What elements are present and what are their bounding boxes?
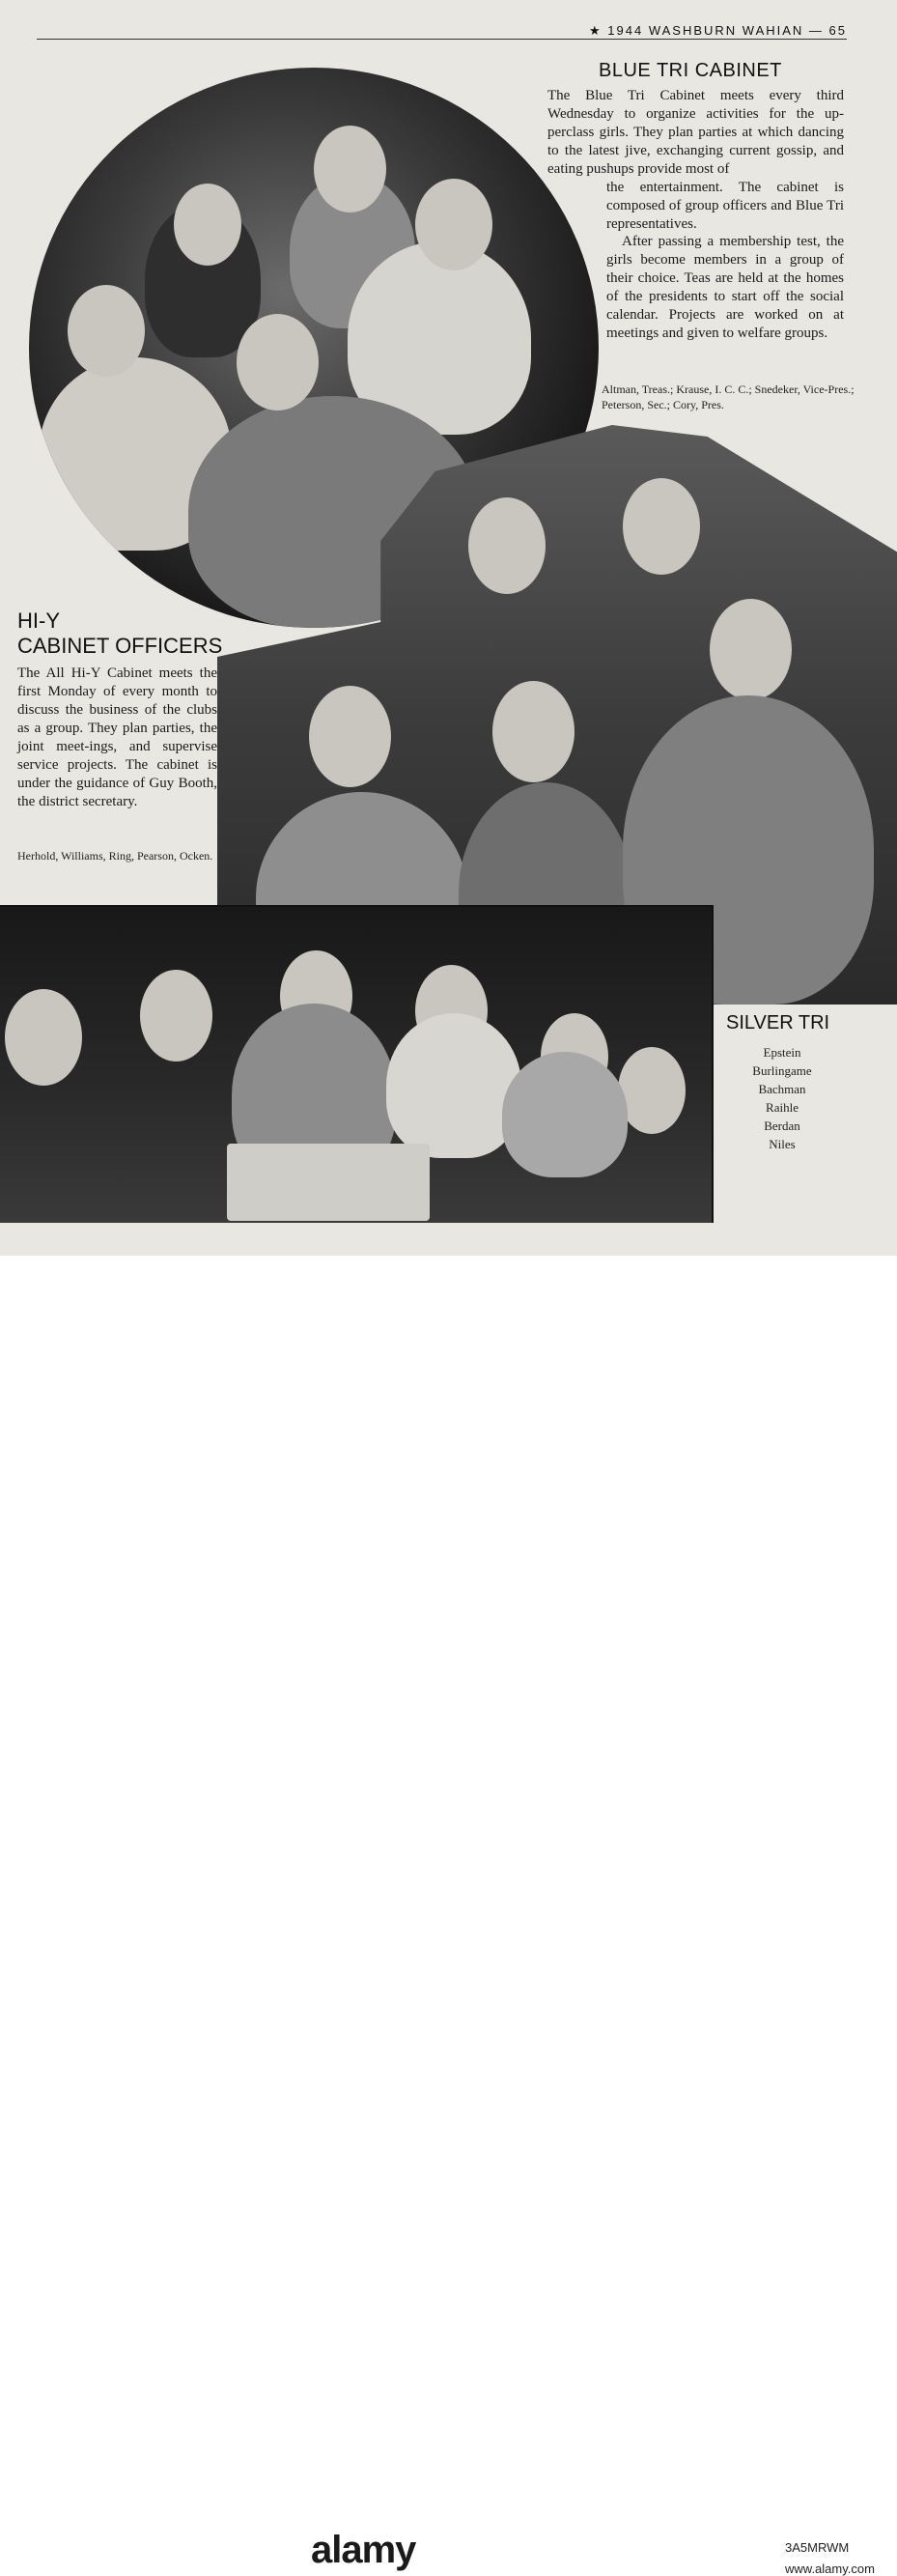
girl-face	[492, 681, 575, 782]
blue-tri-caption: Altman, Treas.; Krause, I. C. C.; Snedeker, Vice-Pres.; Peterson, Sec.; Cory, Pres.	[602, 382, 855, 411]
girl-face	[140, 970, 212, 1062]
boy-face	[237, 314, 319, 410]
silver-tri-names	[729, 1043, 835, 1153]
silver-tri-title: SILVER TRI	[726, 1012, 830, 1033]
silver-tri-name: Bachman	[758, 1082, 806, 1096]
yearbook-page	[0, 0, 897, 1256]
hi-y-body: The All Hi-Y Cabinet meets the first Monday of every month to discuss the business of the clubs as a group. They plan parties, the joint meet-ings, and supervise service projects. The cabinet is under the guidance of Guy Booth, the district secretary.	[17, 665, 217, 809]
silver-tri-photo	[0, 905, 714, 1223]
blue-tri-paragraph-1-continued: the entertainment. The cabinet is composed of group officers and Blue Tri representatives.	[606, 180, 844, 232]
girl-face	[618, 1047, 686, 1134]
silver-tri-name: Epstein	[763, 1045, 801, 1060]
stock-image-id: 3A5MRWM	[785, 2540, 850, 2555]
hi-y-title-line-2: CABINET OFFICERS	[17, 634, 223, 658]
girl-face	[5, 989, 82, 1086]
hi-y-caption: Herhold, Williams, Ring, Pearson, Ocken.	[17, 849, 213, 863]
page-header: ★ 1944 WASHBURN WAHIAN — 65	[589, 23, 847, 38]
silver-tri-name: Burlingame	[752, 1063, 812, 1078]
blue-tri-paragraph-2: After passing a membership test, the girls become members in a group of their choice. Teas are held at the homes of the presidents to start off the social calendar. Projects are worked on at meetings and given to welfare groups.	[606, 234, 844, 341]
hi-y-title-line-1: HI-Y	[17, 609, 60, 633]
boy-face	[314, 126, 386, 212]
girl-figure	[502, 1052, 628, 1177]
girl-face	[623, 478, 700, 575]
boy-face	[68, 285, 145, 377]
silver-tri-name: Niles	[769, 1137, 796, 1151]
blue-tri-title: BLUE TRI CABINET	[599, 60, 782, 81]
blue-tri-paragraph-1: The Blue Tri Cabinet meets every third Wednesday to organize activities for the up-perclass girls. They plan parties at which dancing to the latest jive, exchanging current gossip, and eating pushups provide most of	[547, 88, 844, 177]
watermark-band	[0, 1256, 897, 2576]
alamy-logo: alamy	[311, 2529, 416, 2571]
girl-face	[309, 686, 391, 787]
silver-tri-name: Raihle	[766, 1100, 799, 1115]
boy-face	[174, 184, 241, 266]
girl-face	[468, 497, 546, 594]
alamy-url: www.alamy.com	[785, 2562, 875, 2576]
silver-tri-name: Berdan	[764, 1118, 800, 1133]
boy-face	[415, 179, 492, 270]
notebook	[227, 1144, 430, 1221]
girl-face	[710, 599, 792, 700]
header-rule	[37, 39, 847, 40]
girl-figure	[386, 1013, 521, 1158]
